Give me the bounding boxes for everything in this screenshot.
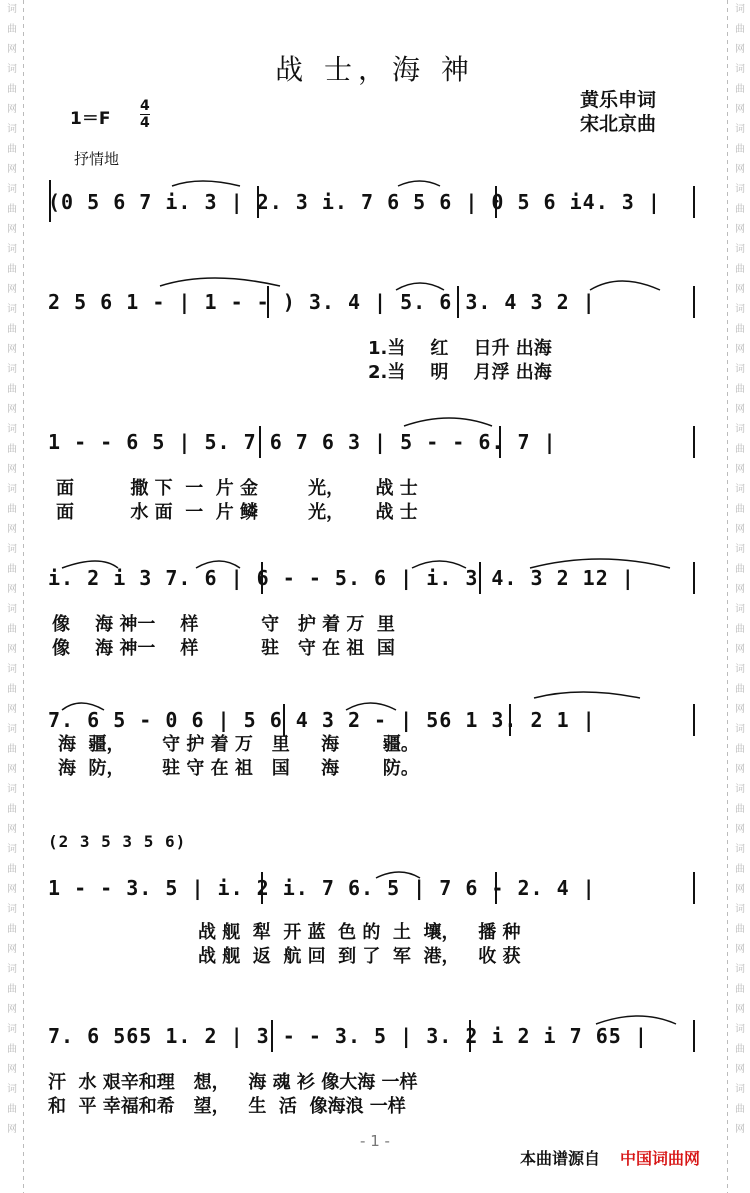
lyric-verse-1: 汗 水 艰辛和理 想， 海 魂 衫 像大海 一样 — [48, 1072, 418, 1093]
watermark-glyphs: 词 曲 网 — [7, 1024, 17, 1075]
watermark-glyphs: 词 曲 网 — [735, 244, 745, 295]
key-signature: 1＝F — [70, 109, 111, 129]
notes-line: 1 - - 6 5 | 5. 7 6 7 6 3 | 5 - - 6. 7 | — [48, 430, 557, 454]
notes-line: (0 5 6 7 i. 3 | 2. 3 i. 7 6 5 6 | 0 5 6 i4. 3 | — [48, 190, 661, 214]
notes-line: 7. 6 565 1. 2 | 3 - - 3. 5 | 3. 2 i 2 i 7 65 | — [48, 1024, 648, 1048]
lyric-verse-1: 海 疆， 守 护 着 万 里 海 疆。 — [58, 734, 419, 755]
lyric-verse-1: 战 舰 犁 开 蓝 色 的 土 壤， 播 种 — [198, 922, 521, 943]
watermark-glyphs: 词 曲 网 — [735, 724, 745, 775]
footer-source — [520, 1146, 700, 1169]
watermark-glyphs: 词 曲 网 — [7, 124, 17, 175]
watermark-glyphs: 词 曲 网 — [7, 1084, 17, 1135]
lyric-verse-2: 海 防， 驻 守 在 祖 国 海 防。 — [58, 758, 419, 779]
watermark-glyphs: 词 曲 网 — [735, 304, 745, 355]
lyric-verse-2: 和 平 幸福和希 望， 生 活 像海浪 一样 — [48, 1096, 406, 1117]
notes-line: i. 2 i 3 7. 6 | 6 - - 5. 6 | i. 3 4. 3 2 12 | — [48, 566, 635, 590]
song-title: 战 士，海 神 — [275, 53, 475, 86]
watermark-glyphs: 词 曲 网 — [7, 4, 17, 55]
time-signature-bottom: 4 — [140, 115, 150, 131]
watermark-glyphs: 词 曲 网 — [735, 4, 745, 55]
page-number: - 1 - — [360, 1132, 390, 1150]
watermark-glyphs: 词 曲 网 — [735, 904, 745, 955]
watermark-glyphs: 词 曲 网 — [7, 964, 17, 1015]
lyric-verse-1: 面 撒 下 一 片 金 光， 战 士 — [56, 478, 418, 499]
watermark-glyphs: 词 曲 网 — [735, 184, 745, 235]
watermark-glyphs: 词 曲 网 — [7, 604, 17, 655]
notes-line: 7. 6 5 - 0 6 | 5 6 4 3 2 - | 56 1 3. 2 1 | — [48, 708, 596, 732]
notes-line: 1 - - 3. 5 | i. 2 i. 7 6. 5 | 7 6 - 2. 4 | — [48, 876, 596, 900]
lyric-verse-2: 面 水 面 一 片 鳞 光， 战 士 — [56, 502, 418, 523]
watermark-glyphs: 词 曲 网 — [735, 544, 745, 595]
lyric-verse-2: 像 海 神一 样 驻 守 在 祖 国 — [52, 638, 395, 659]
time-signature-top: 4 — [140, 98, 150, 114]
prefix-notes: (2 3 5 3 5 6) — [48, 832, 187, 851]
watermark-glyphs: 词 曲 网 — [7, 64, 17, 115]
watermark-glyphs: 词 曲 网 — [7, 784, 17, 835]
watermark-glyphs: 词 曲 网 — [7, 424, 17, 475]
notes-line: 2 5 6 1 - | 1 - - ) 3. 4 | 5. 6 3. 4 3 2 | — [48, 290, 596, 314]
lyricist-credit: 黄乐申词 — [580, 89, 657, 111]
watermark-glyphs: 词 曲 网 — [735, 484, 745, 535]
watermark-glyphs: 词 曲 网 — [7, 664, 17, 715]
tempo-marking: 抒情地 — [74, 150, 120, 168]
footer-site-name: 中国词曲网 — [620, 1149, 701, 1168]
watermark-glyphs: 词 曲 网 — [735, 1024, 745, 1075]
lyric-verse-2: 战 舰 返 航 回 到 了 军 港， 收 获 — [198, 946, 521, 967]
lyric-verse-2: 2.当 明 月浮 出海 — [368, 362, 552, 383]
watermark-glyphs: 词 曲 网 — [7, 364, 17, 415]
watermark-glyphs: 词 曲 网 — [7, 244, 17, 295]
watermark-glyphs: 词 曲 网 — [7, 904, 17, 955]
watermark-glyphs: 词 曲 网 — [735, 784, 745, 835]
lyric-verse-1: 1.当 红 日升 出海 — [368, 338, 552, 359]
watermark-glyphs: 词 曲 网 — [7, 724, 17, 775]
watermark-glyphs: 词 曲 网 — [7, 544, 17, 595]
watermark-glyphs: 词 曲 网 — [735, 664, 745, 715]
watermark-glyphs: 词 曲 网 — [735, 124, 745, 175]
footer-source-text: 本曲谱源自 — [520, 1149, 601, 1168]
watermark-glyphs: 词 曲 网 — [735, 64, 745, 115]
watermark-glyphs: 词 曲 网 — [735, 424, 745, 475]
watermark-glyphs: 词 曲 网 — [735, 604, 745, 655]
lyric-verse-1: 像 海 神一 样 守 护 着 万 里 — [52, 614, 395, 635]
watermark-glyphs: 词 曲 网 — [7, 484, 17, 535]
composer-credit: 宋北京曲 — [580, 113, 657, 135]
watermark-glyphs: 词 曲 网 — [735, 1084, 745, 1135]
watermark-glyphs: 词 曲 网 — [7, 304, 17, 355]
watermark-glyphs: 词 曲 网 — [7, 184, 17, 235]
watermark-glyphs: 词 曲 网 — [7, 844, 17, 895]
watermark-glyphs: 词 曲 网 — [735, 364, 745, 415]
watermark-glyphs: 词 曲 网 — [735, 964, 745, 1015]
watermark-glyphs: 词 曲 网 — [735, 844, 745, 895]
